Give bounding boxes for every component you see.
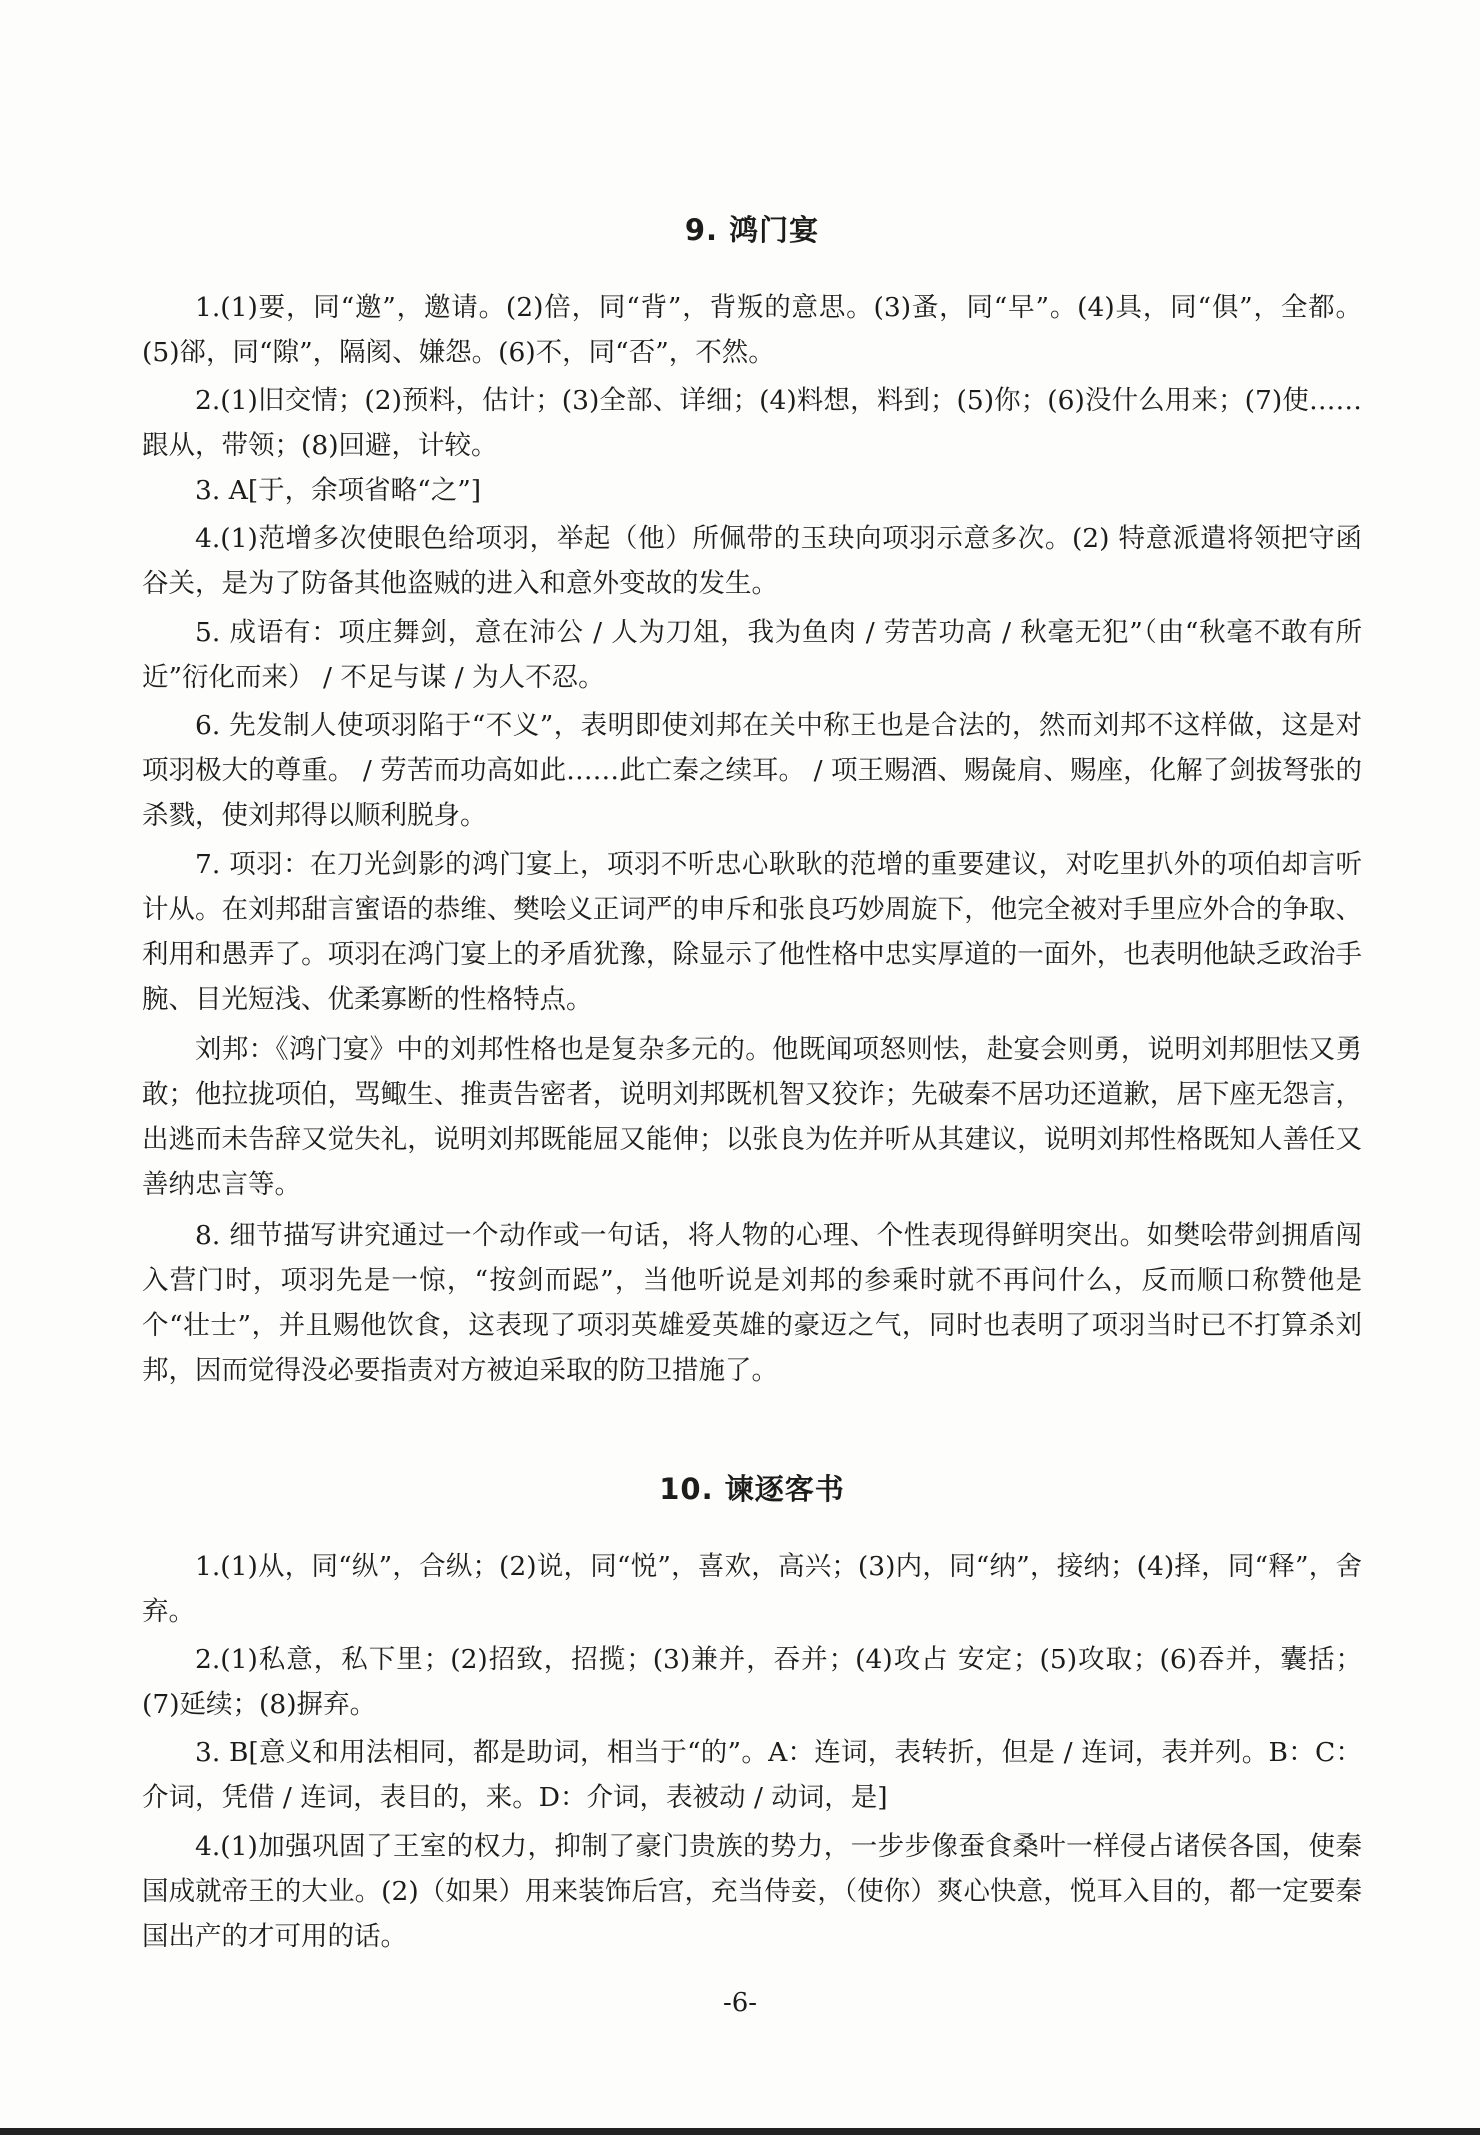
section-title-jianzhukeshu: 10. 谏逐客书 (659, 1472, 845, 1506)
answer-item: 3. A[于，余项省略“之”] (195, 475, 482, 506)
answer-item: 2.(1)私意，私下里；(2)招致，招揽；(3)兼并，吞并；(4)攻占 安定；(5)攻取；(6)吞并，囊括；(7)延续；(8)摒弃。 (142, 1644, 1362, 1720)
answer-item: 8. 细节描写讲究通过一个动作或一句话，将人物的心理、个性表现得鲜明突出。如樊哙带剑拥盾闯入营门时，项羽先是一惊，“按剑而跽”，当他听说是刘邦的参乘时就不再问什么，反而顺口称赞他是个“壮士”，并且赐他饮食，这表现了项羽英雄爱英雄的豪迈之气，同时也表明了项羽当时已不打算杀刘邦，因而觉得没必要指责对方被迫采取的防卫措施了。 (142, 1220, 1362, 1386)
answer-item: 1.(1)从，同“纵”，合纵；(2)说，同“悦”，喜欢，高兴；(3)内，同“纳”，接纳；(4)择，同“释”，舍弃。 (142, 1551, 1362, 1627)
answer-item: 4.(1)范增多次使眼色给项羽，举起（他）所佩带的玉玦向项羽示意多次。(2) 特意派遣将领把守函谷关，是为了防备其他盗贼的进入和意外变故的发生。 (142, 523, 1362, 599)
answer-item: 2.(1)旧交情；(2)预料，估计；(3)全部、详细；(4)料想，料到；(5)你；(6)没什么用来；(7)使……跟从，带领；(8)回避，计较。 (142, 385, 1362, 461)
answer-item: 6. 先发制人使项羽陷于“不义”，表明即使刘邦在关中称王也是合法的，然而刘邦不这样做，这是对项羽极大的尊重。 / 劳苦而功高如此……此亡秦之续耳。 / 项王赐酒、赐彘肩、赐座，化解了剑拔弩张的杀戮，使刘邦得以顺利脱身。 (142, 710, 1362, 831)
answer-item: 7. 项羽：在刀光剑影的鸿门宴上，项羽不听忠心耿耿的范增的重要建议，对吃里扒外的项伯却言听计从。在刘邦甜言蜜语的恭维、樊哙义正词严的申斥和张良巧妙周旋下，他完全被对手里应外合的争取、利用和愚弄了。项羽在鸿门宴上的矛盾犹豫，除显示了他性格中忠实厚道的一面外，也表明他缺乏政治手腕、目光短浅、优柔寡断的性格特点。 (142, 849, 1362, 1015)
page-number: -6- (722, 1988, 758, 2018)
answer-item: 刘邦：《鸿门宴》中的刘邦性格也是复杂多元的。他既闻项怒则怯，赴宴会则勇，说明刘邦胆怯又勇敢；他拉拢项伯，骂鲰生、推责告密者，说明刘邦既机智又狡诈；先破秦不居功还道歉，居下座无怨言，出逃而未告辞又觉失礼，说明刘邦既能屈又能伸；以张良为佐并听从其建议，说明刘邦性格既知人善任又善纳忠言等。 (142, 1034, 1362, 1200)
section-title-hongmenyan: 9. 鸿门宴 (684, 213, 820, 247)
scan-bottom-edge (0, 2128, 1480, 2135)
answer-item: 3. B[意义和用法相同，都是助词，相当于“的”。A：连词，表转折，但是 / 连词，表并列。B：C：介词，凭借 / 连词，表目的，来。D：介词，表被动 / 动词，是] (142, 1737, 1362, 1813)
answer-item: 4.(1)加强巩固了王室的权力，抑制了豪门贵族的势力，一步步像蚕食桑叶一样侵占诸侯各国，使秦国成就帝王的大业。(2)（如果）用来装饰后宫，充当侍妾，（使你）爽心快意，悦耳入目的，都一定要秦国出产的才可用的话。 (142, 1831, 1362, 1952)
answer-item: 1.(1)要，同“邀”，邀请。(2)倍，同“背”，背叛的意思。(3)蚤，同“早”。(4)具，同“俱”，全都。(5)郤，同“隙”，隔阂、嫌怨。(6)不，同“否”，不然。 (142, 292, 1362, 368)
answer-item: 5. 成语有：项庄舞剑，意在沛公 / 人为刀俎，我为鱼肉 / 劳苦功高 / 秋毫无犯”（由“秋毫不敢有所近”衍化而来） / 不足与谋 / 为人不忍。 (142, 617, 1362, 693)
